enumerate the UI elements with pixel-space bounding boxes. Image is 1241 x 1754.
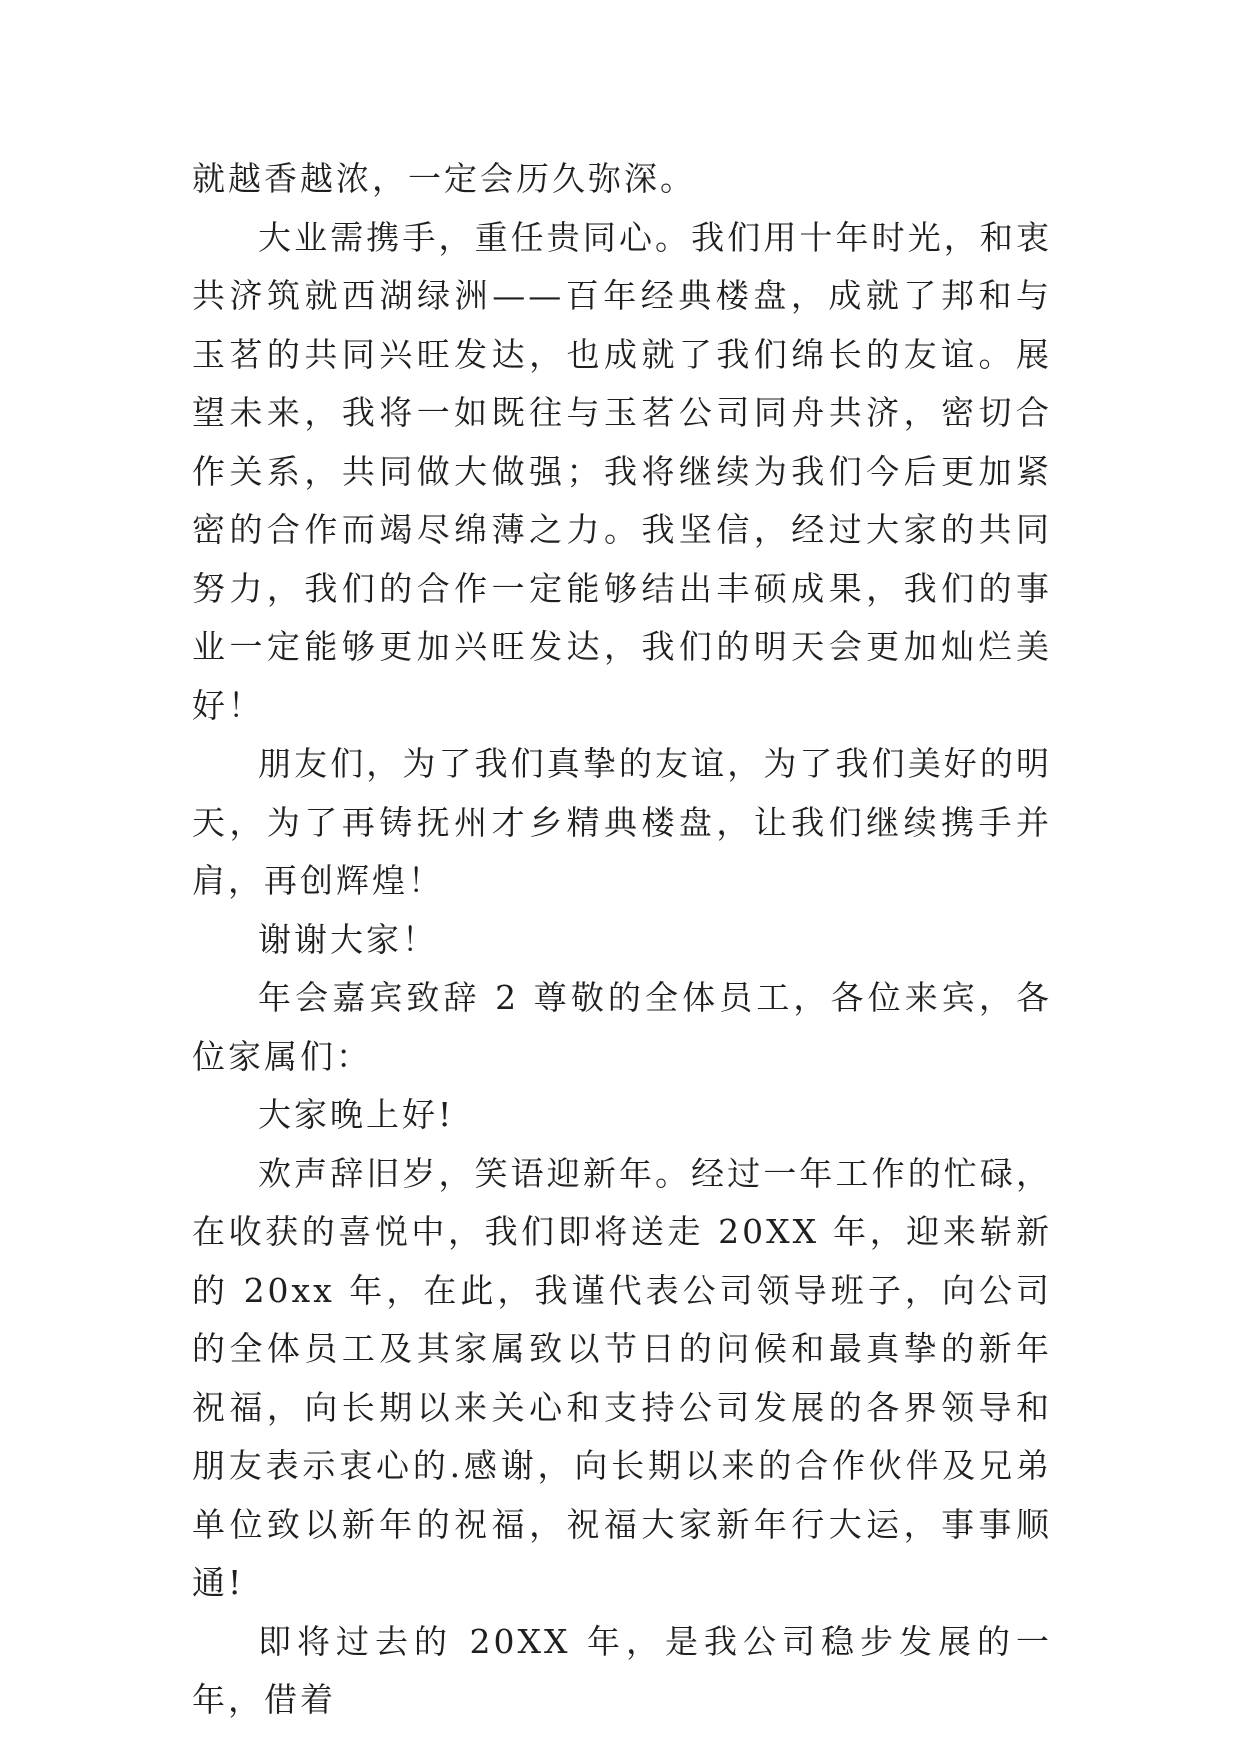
paragraph: 朋友们，为了我们真挚的友谊，为了我们美好的明天，为了再铸抚州才乡精典楼盘，让我们继续携手并肩，再创辉煌！	[192, 744, 1052, 900]
paragraph: 大业需携手，重任贵同心。我们用十年时光，和衷共济筑就西湖绿洲——百年经典楼盘，成就了邦和与玉茗的共同兴旺发达，也成就了我们绵长的友谊。展望未来，我将一如既往与玉茗公司同舟共济，密切合作关系，共同做大做强；我将继续为我们今后更加紧密的合作而竭尽绵薄之力。我坚信，经过大家的共同努力，我们的合作一定能够结出丰硕成果，我们的事业一定能够更加兴旺发达，我们的明天会更加灿烂美好！	[192, 217, 1052, 725]
paragraph: 年会嘉宾致辞 2 尊敬的全体员工，各位来宾，各位家属们：	[192, 978, 1052, 1076]
paragraph: 谢谢大家！	[258, 919, 438, 959]
paragraph: 大家晚上好!	[258, 1095, 455, 1134]
paragraph: 即将过去的 20XX 年，是我公司稳步发展的一年，借着	[192, 1621, 1052, 1719]
document-body	[192, 150, 1052, 1730]
paragraph: 就越香越浓，一定会历久弥深。	[192, 159, 696, 198]
paragraph: 欢声辞旧岁，笑语迎新年。经过一年工作的忙碌，在收获的喜悦中，我们即将送走 20XX 年，迎来崭新的 20xx 年，在此，我谨代表公司领导班子，向公司的全体员工及其家属致以节日的问候和最真挚的新年祝福，向长期以来关心和支持公司发展的各界领导和朋友表示衷心的.感谢，向长期以来的合作伙伴及兄弟单位致以新年的祝福，祝福大家新年行大运，事事顺通!	[192, 1153, 1052, 1602]
